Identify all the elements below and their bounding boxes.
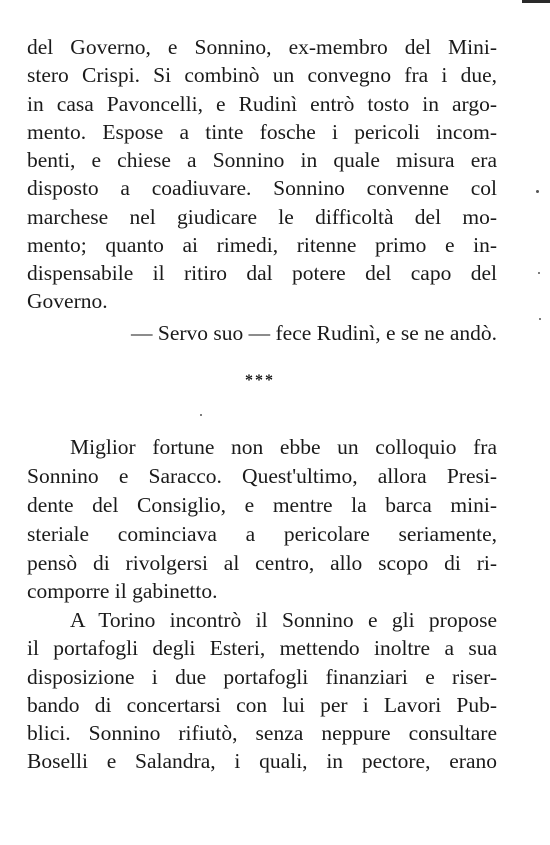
text-line: Governo. [27, 289, 108, 313]
scan-speck [539, 318, 541, 320]
text-line: bando di concertarsi con lui per i Lavori Pub- [27, 693, 497, 717]
text-line: disposto a coadiuvare. Sonnino convenne col [27, 176, 497, 200]
text-line: disposizione i due portafogli finanziari e riser- [27, 665, 497, 689]
text-line: stero Crispi. Si combinò un convegno fra i due, [27, 63, 497, 87]
text-line: Sonnino e Saracco. Quest'ultimo, allora Presi- [27, 464, 497, 488]
text-line: Miglior fortune non ebbe un colloquio fra [70, 435, 497, 459]
section-break-asterisks: *** [245, 372, 275, 389]
dialogue-line: — Servo suo — fece Rudinì, e se ne andò. [130, 321, 497, 345]
scan-speck [538, 272, 540, 274]
text-line: del Governo, e Sonnino, ex-membro del Mini- [27, 35, 497, 59]
text-line: in casa Pavoncelli, e Rudinì entrò tosto in argo- [27, 92, 497, 116]
text-line: benti, e chiese a Sonnino in quale misura era [27, 148, 497, 172]
text-line: blici. Sonnino rifiutò, senza neppure consultare [27, 721, 497, 745]
text-line: dente del Consiglio, e mentre la barca mini- [27, 493, 497, 517]
text-line: steriale cominciava a pericolare seriamente, [27, 522, 497, 546]
text-line: comporre il gabinetto. [27, 579, 218, 603]
text-line: il portafogli degli Esteri, mettendo inoltre a sua [27, 636, 497, 660]
text-line: mento; quanto ai rimedi, ritenne primo e in- [27, 233, 497, 257]
text-line: pensò di rivolgersi al centro, allo scopo di ri- [27, 551, 497, 575]
text-line: mento. Espose a tinte fosche i pericoli incom- [27, 120, 497, 144]
text-line: marchese nel giudicare le difficoltà del mo- [27, 205, 497, 229]
scan-speck [200, 414, 202, 416]
text-line: Boselli e Salandra, i quali, in pectore, erano [27, 749, 497, 773]
text-line: A Torino incontrò il Sonnino e gli propose [70, 608, 497, 632]
text-line: dispensabile il ritiro dal potere del capo del [27, 261, 497, 285]
page-edge-rule [522, 0, 550, 3]
scan-speck [536, 190, 539, 193]
